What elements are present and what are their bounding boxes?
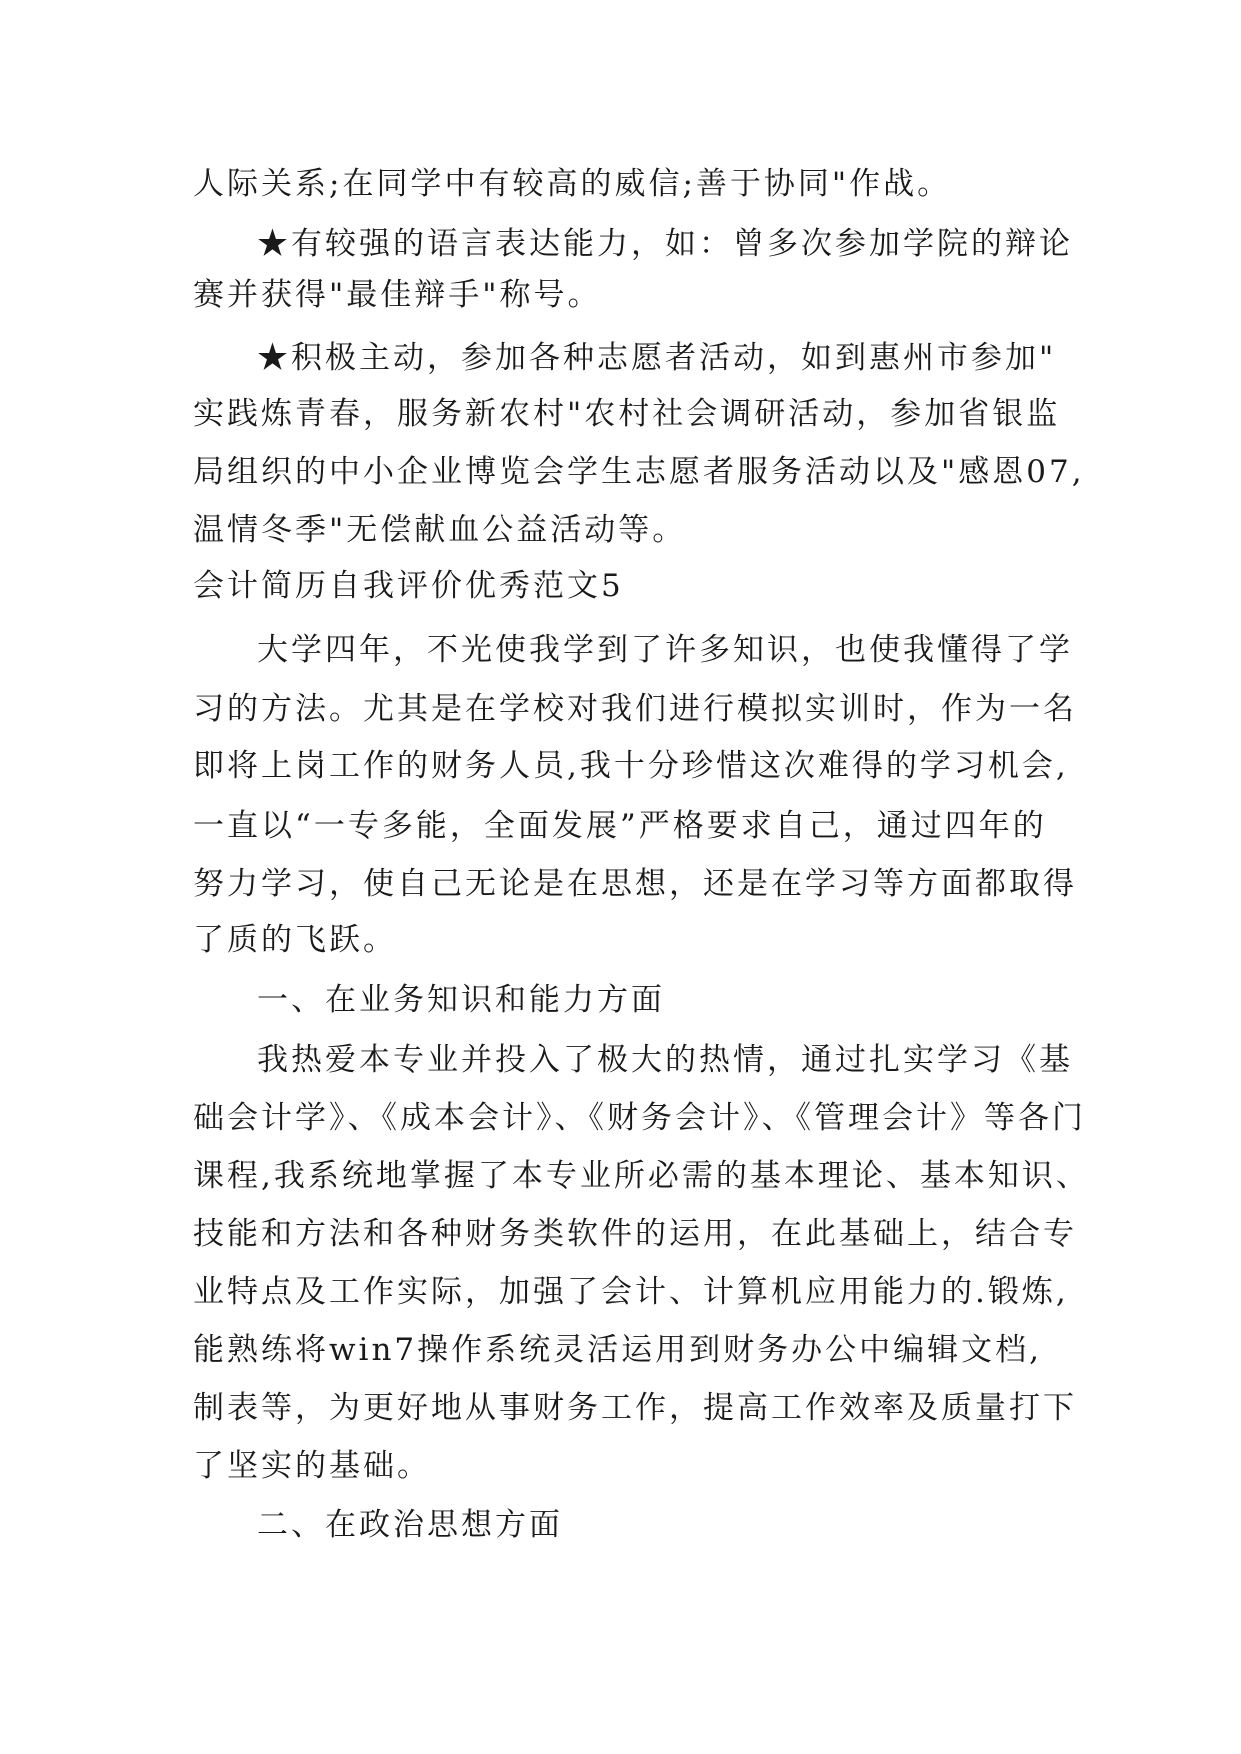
subheading: 一、在业务知识和能力方面 — [257, 982, 665, 1018]
text-line: 业特点及工作实际，加强了会计、计算机应用能力的.锻炼, — [193, 1274, 1069, 1310]
text-line: ★有较强的语言表达能力，如：曾多次参加学院的辩论 — [257, 226, 1073, 262]
text-line: 课程,我系统地掌握了本专业所必需的基本理论、基本知识、 — [193, 1158, 1090, 1194]
text-line: 实践炼青春，服务新农村"农村社会调研活动，参加省银监 — [193, 396, 1061, 432]
text-line: 即将上岗工作的财务人员,我十分珍惜这次难得的学习机会, — [193, 748, 1069, 784]
text-line: 大学四年，不光使我学到了许多知识，也使我懂得了学 — [257, 632, 1073, 668]
text-line: 础会计学》、《成本会计》、《财务会计》、《管理会计》等各门 — [193, 1100, 1086, 1136]
text-line: 一直以“一专多能，全面发展”严格要求自己，通过四年的 — [193, 808, 1047, 844]
text-line: ★积极主动，参加各种志愿者活动，如到惠州市参加" — [257, 340, 1057, 376]
subheading: 二、在政治思想方面 — [257, 1507, 563, 1543]
text-line: 制表等，为更好地从事财务工作，提高工作效率及质量打下 — [193, 1390, 1077, 1426]
text-line: 能熟练将win7操作系统灵活运用到财务办公中编辑文档, — [193, 1332, 1042, 1368]
text-line: 温情冬季"无偿献血公益活动等。 — [193, 512, 687, 548]
text-line: 技能和方法和各种财务类软件的运用，在此基础上，结合专 — [193, 1216, 1077, 1252]
text-line: 努力学习，使自己无论是在思想，还是在学习等方面都取得 — [193, 866, 1077, 902]
text-line: 了坚实的基础。 — [193, 1448, 431, 1484]
text-line: 我热爱本专业并投入了极大的热情，通过扎实学习《基 — [257, 1042, 1073, 1078]
section-heading: 会计简历自我评价优秀范文5 — [193, 568, 624, 604]
text-line: 人际关系;在同学中有较高的威信;善于协同"作战。 — [193, 166, 952, 202]
text-line: 了质的飞跃。 — [193, 922, 397, 958]
text-line: 习的方法。尤其是在学校对我们进行模拟实训时，作为一名 — [193, 691, 1077, 727]
text-line: 赛并获得"最佳辩手"称号。 — [193, 277, 602, 313]
text-line: 局组织的中小企业博览会学生志愿者服务活动以及"感恩07, — [193, 454, 1085, 490]
